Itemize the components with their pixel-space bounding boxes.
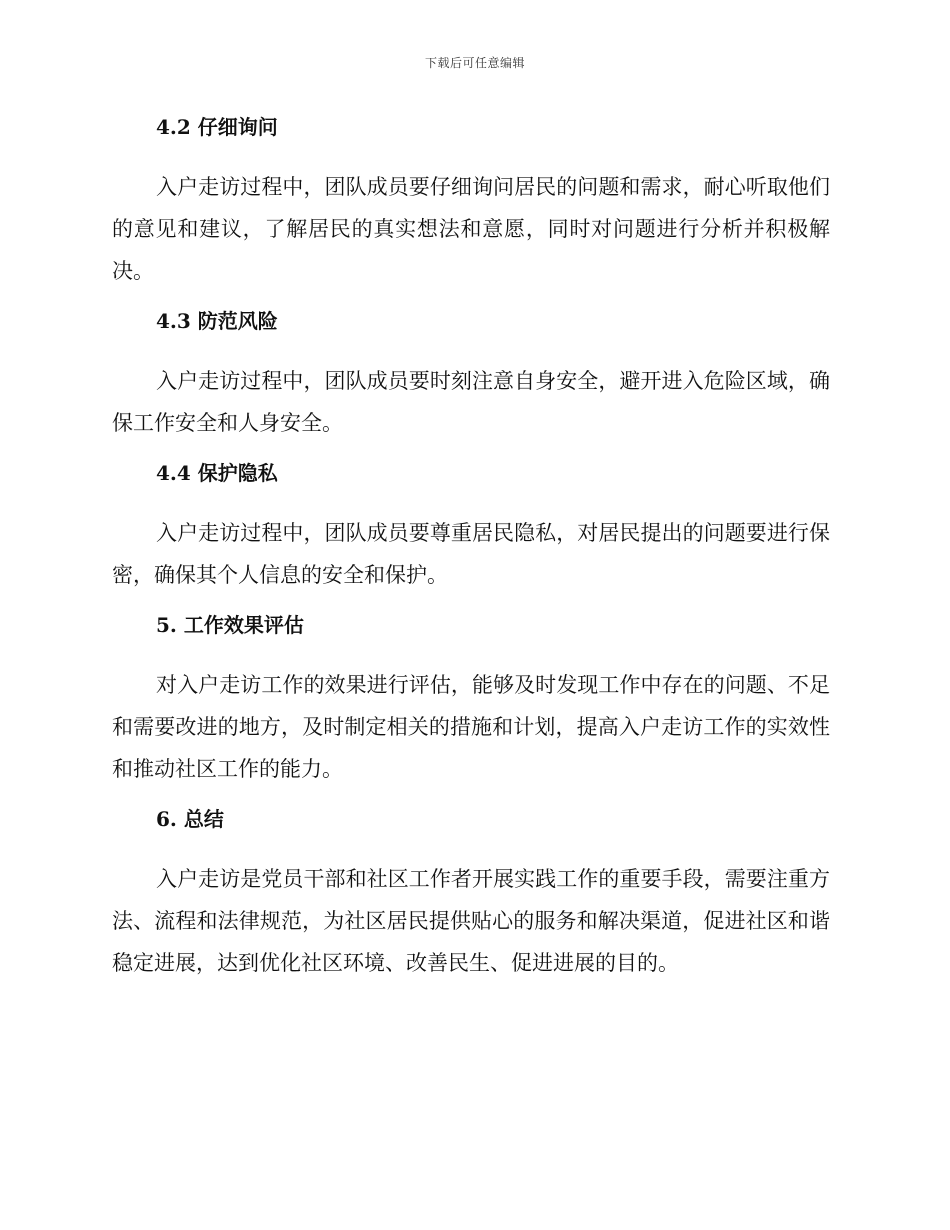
section-paragraph-6: 入户走访是党员干部和社区工作者开展实践工作的重要手段，需要注重方法、流程和法律规范，为社区居民提供贴心的服务和解决渠道，促进社区和谐稳定进展，达到优化社区环境、改善民生、促进进展的目的。 <box>112 867 830 975</box>
header-note: 下载后可任意编辑 <box>424 56 525 70</box>
section-heading-6: 6. 总结 <box>156 807 224 831</box>
section-heading-4-2: 4.2 仔细询问 <box>156 115 278 139</box>
document-body <box>112 110 830 984</box>
section-paragraph-4-2: 入户走访过程中，团队成员要仔细询问居民的问题和需求，耐心听取他们的意见和建议，了解居民的真实想法和意愿，同时对问题进行分析并积极解决。 <box>112 175 830 283</box>
section-heading-4-4: 4.4 保护隐私 <box>156 461 278 485</box>
section-heading-4-3: 4.3 防范风险 <box>156 309 278 333</box>
section-paragraph-4-3: 入户走访过程中，团队成员要时刻注意自身安全，避开进入危险区域，确保工作安全和人身安全。 <box>112 369 830 435</box>
section-heading-5: 5. 工作效果评估 <box>156 613 304 637</box>
section-paragraph-4-4: 入户走访过程中，团队成员要尊重居民隐私，对居民提出的问题要进行保密，确保其个人信息的安全和保护。 <box>112 521 830 587</box>
section-paragraph-5: 对入户走访工作的效果进行评估，能够及时发现工作中存在的问题、不足和需要改进的地方，及时制定相关的措施和计划，提高入户走访工作的实效性和推动社区工作的能力。 <box>112 673 830 781</box>
